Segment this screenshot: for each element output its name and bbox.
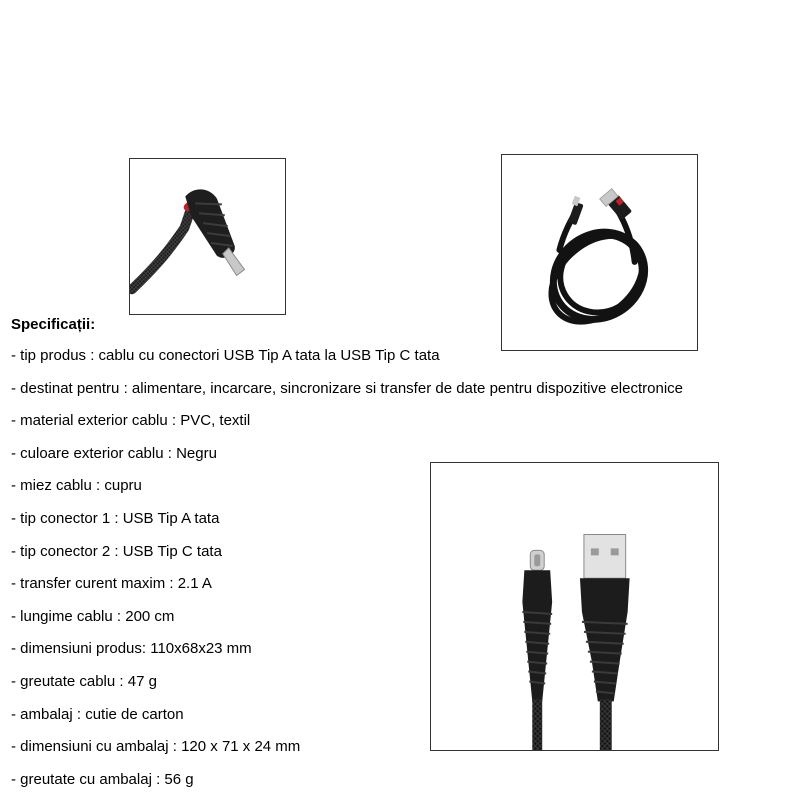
spec-cable-core: - miez cablu : cupru [11,477,142,495]
spec-connector-2: - tip conector 2 : USB Tip C tata [11,542,222,560]
cable-closeup-image [129,158,286,315]
spec-connector-1: - tip conector 1 : USB Tip A tata [11,509,220,527]
spec-exterior-material: - material exterior cablu : PVC, textil [11,412,251,430]
spec-packaged-dimensions: - dimensiuni cu ambalaj : 120 x 71 x 24 mm [11,738,301,756]
cable-connector-closeup-photo [130,159,285,314]
spec-exterior-color: - culoare exterior cablu : Negru [11,444,217,462]
spec-packaging: - ambalaj : cutie de carton [11,705,184,723]
spec-product-dimensions: - dimensiuni produs: 110x68x23 mm [11,640,252,658]
specifications-title: Specificații: [11,316,96,333]
spec-packaged-weight: - greutate cu ambalaj : 56 g [11,770,194,788]
spec-cable-weight: - greutate cablu : 47 g [11,672,157,690]
specifications-list [11,340,683,796]
spec-cable-length: - lungime cablu : 200 cm [11,607,175,625]
spec-max-current: - transfer curent maxim : 2.1 A [11,575,212,593]
spec-intended-use: - destinat pentru : alimentare, incarcare, sincronizare si transfer de date pentru dispozitive electronice [11,379,684,397]
spec-product-type: - tip produs : cablu cu conectori USB Tip A tata la USB Tip C tata [11,347,440,364]
coiled-black-cable-photo [502,155,697,350]
coiled-cable-image [501,154,698,351]
